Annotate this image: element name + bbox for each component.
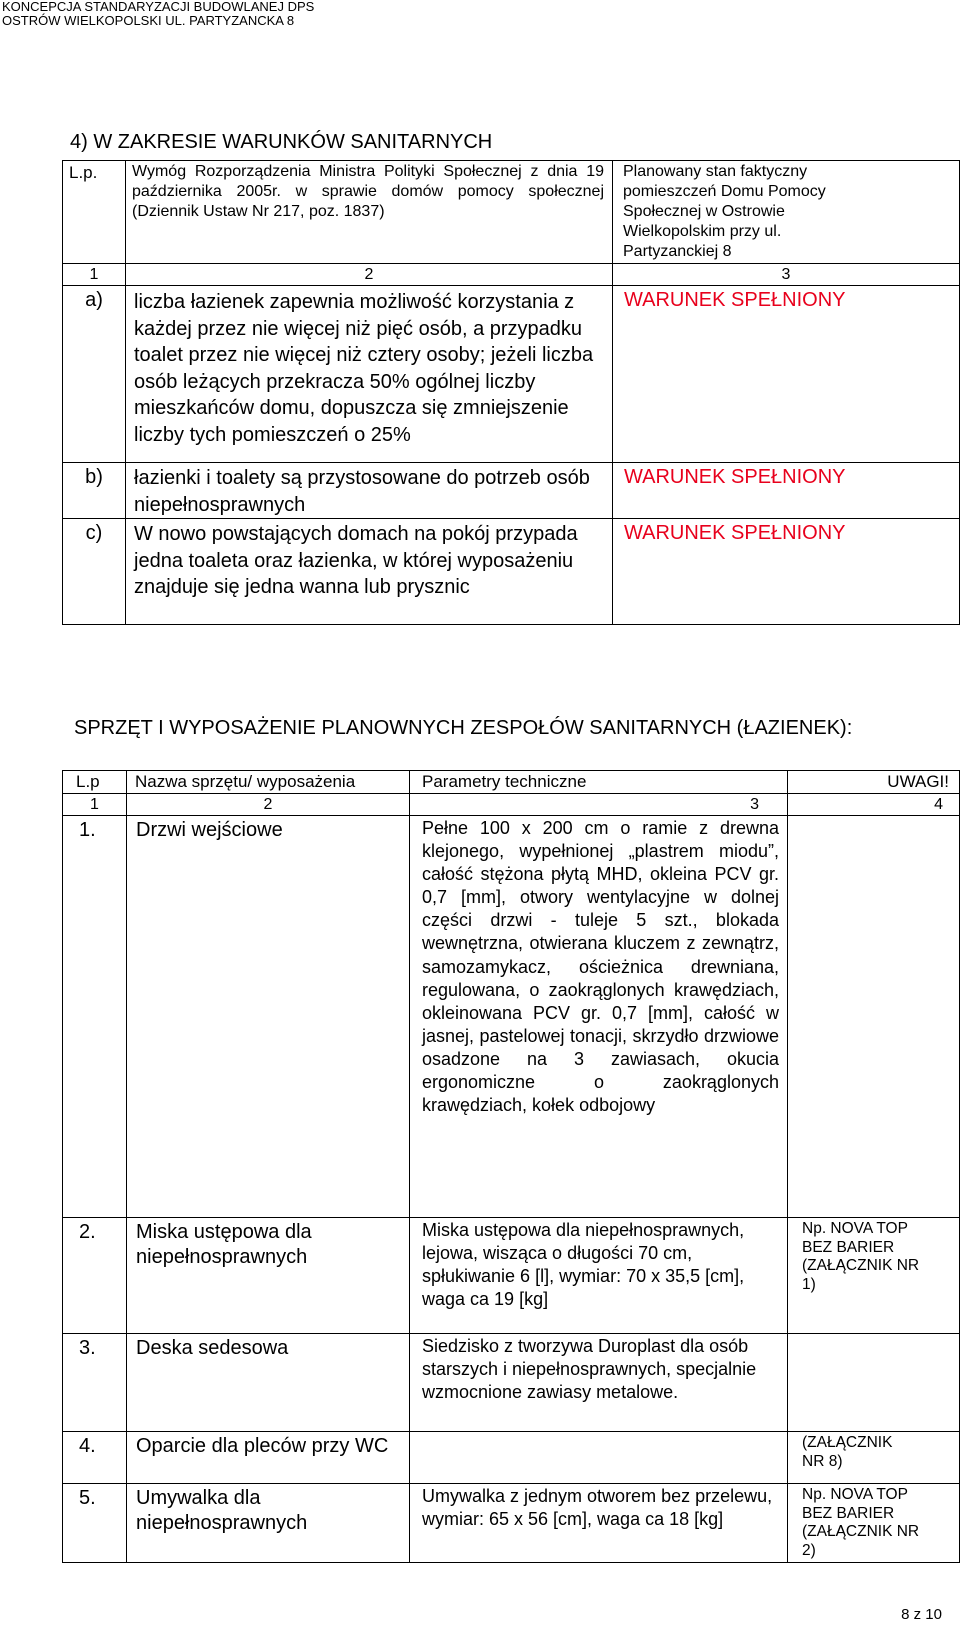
- item-notes: (ZAŁĄCZNIK NR 8): [788, 1432, 960, 1484]
- page-number: 8 z 10: [901, 1606, 942, 1623]
- col-notes-header: UWAGI!: [788, 771, 960, 794]
- section-1-title: 4) W ZAKRESIE WARUNKÓW SANITARNYCH: [70, 131, 493, 153]
- item-name: Miska ustępowa dla niepełnosprawnych: [127, 1218, 410, 1334]
- column-number-4: 4: [788, 794, 960, 816]
- col-name-header: Nazwa sprzętu/ wyposażenia: [127, 771, 410, 794]
- col-state-header: Planowany stan faktyczny pomieszczeń Domu Pomocy Społecznej w Ostrowie Wielkopolskim przy ul. Partyzanckiej 8: [613, 161, 960, 264]
- item-number: 3.: [63, 1334, 127, 1432]
- col-lp-header: L.p: [63, 771, 127, 794]
- item-params: Umywalka z jednym otworem bez przelewu, wymiar: 65 x 56 [cm], waga ca 18 [kg]: [410, 1484, 788, 1563]
- table-row: [63, 1432, 960, 1484]
- item-name: Drzwi wejściowe: [127, 816, 410, 1218]
- table-row: [63, 1484, 960, 1563]
- item-params: Siedzisko z tworzywa Duroplast dla osób starszych i niepełnosprawnych, specjalnie wzmocnione zawiasy metalowe.: [410, 1334, 788, 1432]
- col-lp-header: L.p.: [63, 161, 126, 264]
- sanitary-requirements-table: [62, 160, 960, 625]
- item-notes: [788, 816, 960, 1218]
- sanitary-equipment-table: [62, 770, 960, 1563]
- table-header-row: [63, 771, 960, 794]
- column-number-3: 3: [613, 264, 960, 286]
- header-line-1: KONCEPCJA STANDARYZACJI BUDOWLANEJ DPS: [2, 0, 315, 14]
- table-row: [63, 816, 960, 1218]
- row-label: c): [63, 519, 126, 625]
- item-params: Miska ustępowa dla niepełnosprawnych, lejowa, wisząca o długości 70 cm, spłukiwanie 6 [l], wymiar: 70 x 35,5 [cm], waga ca 19 [kg]: [410, 1218, 788, 1334]
- row-label: a): [63, 286, 126, 463]
- column-number-1: 1: [63, 794, 127, 816]
- requirement-text: łazienki i toalety są przystosowane do potrzeb osób niepełnosprawnych: [126, 463, 613, 519]
- document-header: [2, 0, 314, 28]
- table-row: [63, 286, 960, 463]
- item-notes: Np. NOVA TOP BEZ BARIER (ZAŁĄCZNIK NR 1): [788, 1218, 960, 1334]
- item-notes: Np. NOVA TOP BEZ BARIER (ZAŁĄCZNIK NR 2): [788, 1484, 960, 1563]
- item-name: Deska sedesowa: [127, 1334, 410, 1432]
- item-name: Oparcie dla pleców przy WC: [127, 1432, 410, 1484]
- item-notes: [788, 1334, 960, 1432]
- item-number: 1.: [63, 816, 127, 1218]
- column-number-1: 1: [63, 264, 126, 286]
- requirement-text: liczba łazienek zapewnia możliwość korzystania z każdej przez nie więcej niż pięć osób, a przypadku toalet przez nie więcej niż cztery osoby; jeżeli liczba osób leżących przekracza 50% ogólnej liczby mieszkańców domu, dopuszcza się zmniejszenie liczby tych pomieszczeń o 25%: [126, 286, 613, 463]
- item-number: 2.: [63, 1218, 127, 1334]
- column-number-row: [63, 794, 960, 816]
- header-line-2: OSTRÓW WIELKOPOLSKI UL. PARTYZANCKA 8: [2, 13, 295, 28]
- table-row: [63, 519, 960, 625]
- status-badge: WARUNEK SPEŁNIONY: [613, 519, 960, 625]
- status-badge: WARUNEK SPEŁNIONY: [613, 463, 960, 519]
- item-number: 4.: [63, 1432, 127, 1484]
- col-requirement-header: Wymóg Rozporządzenia Ministra Polityki Społecznej z dnia 19 października 2005r. w sprawie domów pomocy społecznej (Dziennik Ustaw Nr 217, poz. 1837): [126, 161, 613, 264]
- requirement-text: W nowo powstających domach na pokój przypada jedna toaleta oraz łazienka, w której wyposażeniu znajduje się jedna wanna lub prysznic: [126, 519, 613, 625]
- table-row: [63, 1334, 960, 1432]
- column-number-3: 3: [410, 794, 788, 816]
- section-2-title: SPRZĘT I WYPOSAŻENIE PLANOWNYCH ZESPOŁÓW SANITARNYCH (ŁAZIENEK):: [74, 717, 853, 739]
- table-header-row: [63, 161, 960, 264]
- table-row: [63, 1218, 960, 1334]
- item-name: Umywalka dla niepełnosprawnych: [127, 1484, 410, 1563]
- column-number-2: 2: [127, 794, 410, 816]
- column-number-row: [63, 264, 960, 286]
- item-params: Pełne 100 x 200 cm o ramie z drewna klejonego, wypełnionej „plastrem miodu”, całość stężona płytą MHD, okleina PCV gr. 0,7 [mm], otwory wentylacyjne w dolnej części drzwi - tuleje 5 szt., blokada wewnętrzna, otwierana kluczem z zewnątrz, samozamykacz, ościeżnica drewniana, regulowana, o zaokrąglonych krawędziach, okleinowana PCV gr. 0,7 [mm], całość w jasnej, pastelowej tonacji, skrzydło drzwiowe osadzone na 3 zawiasach, okucia ergonomiczne o zaokrąglonych krawędziach, kołek odbojowy: [410, 816, 788, 1218]
- item-number: 5.: [63, 1484, 127, 1563]
- table-row: [63, 463, 960, 519]
- item-params: [410, 1432, 788, 1484]
- row-label: b): [63, 463, 126, 519]
- col-params-header: Parametry techniczne: [410, 771, 788, 794]
- status-badge: WARUNEK SPEŁNIONY: [613, 286, 960, 463]
- column-number-2: 2: [126, 264, 613, 286]
